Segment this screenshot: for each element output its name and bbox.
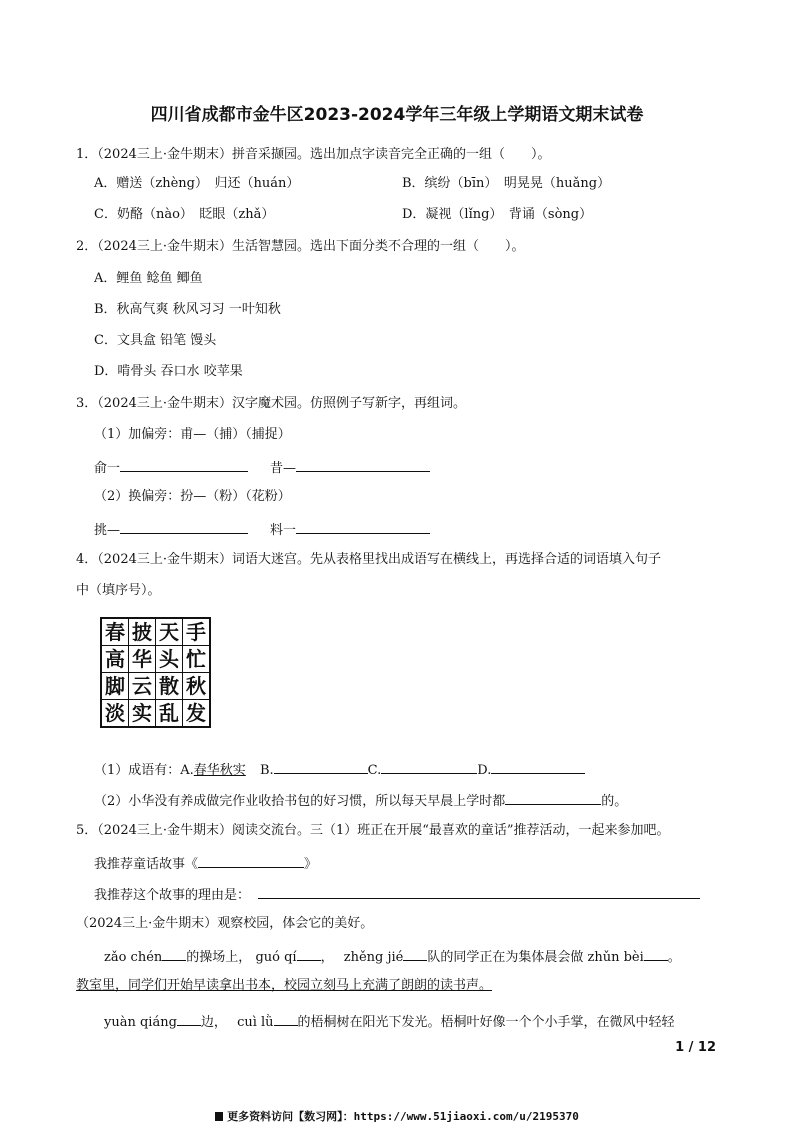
q3-part2-char-b: 料一 [270,523,297,538]
grid-cell: 脚 [101,673,129,700]
idiom-grid [100,617,211,728]
q2-stem: 2．（2024三上·金牛期末）生活智慧园。选出下面分类不合理的一组（ ）。 [76,239,525,254]
grid-cell: 披 [129,618,156,646]
answer-blank[interactable] [491,759,585,774]
answer-blank[interactable] [258,884,700,899]
grid-cell: 华 [129,646,156,673]
q4-sub1 [94,759,585,780]
grid-cell: 忙 [183,646,211,673]
footer [0,1108,794,1124]
answer-blank[interactable] [274,759,368,774]
q1-option-a: A．赠送（zhèng） 归还（huán） [94,176,300,191]
q4-sub2 [94,790,627,811]
q2-option-d: D．啃骨头 吞口水 咬苹果 [94,364,243,379]
q1-stem: 1．（2024三上·金牛期末）拼音采撷园。选出加点字读音完全正确的一组（ ）。 [76,147,551,162]
q6-text: 。 [667,950,681,965]
answer-blank[interactable] [120,519,248,534]
grid-cell: 云 [129,673,156,700]
grid-row [101,673,210,700]
grid-row [101,646,210,673]
pinyin: guó qí [255,950,297,965]
q2-option-c: C．文具盒 铅笔 馒头 [94,333,217,348]
q2-option-a: A．鲤鱼 鲶鱼 鲫鱼 [94,271,203,286]
answer-blank[interactable] [177,1011,201,1026]
answer-blank[interactable] [120,457,248,472]
q4-label-c: C. [367,763,382,778]
q5-line2-prefix: 我推荐这个故事的理由是： [94,888,251,903]
flag-icon [215,1112,223,1121]
answer-blank[interactable] [297,946,321,961]
page-number: 1 / 12 [675,1040,716,1055]
grid-cell: 实 [129,700,156,728]
q2-option-b: B．秋高气爽 秋风习习 一叶知秋 [94,302,281,317]
q6-line1 [104,946,681,967]
grid-row [101,618,210,646]
q3-part1-item-a [94,457,248,478]
q1-option-d: D．凝视（lǐng） 背诵（sòng） [402,207,593,222]
q3-part1-item-b [270,457,430,478]
pinyin: zǎo chén [104,950,163,965]
q4-sub2-suffix: 的。 [601,794,628,809]
q3-part2-item-b [270,519,430,540]
q6-stem: （2024三上·金牛期末）观察校园，体会它的美好。 [76,916,374,931]
q3-part2-char-a: 挑— [94,523,121,538]
q3-part1-char-a: 俞一 [94,461,121,476]
q5-line1-prefix: 我推荐童话故事《 [94,857,199,872]
pinyin: zhěng jié [343,950,404,965]
page-title: 四川省成都市金牛区2023-2024学年三年级上学期语文期末试卷 [150,105,644,125]
q4-stem-line1: 4．（2024三上·金牛期末）词语大迷宫。先从表格里找出成语写在横线上，再选择合适的词语填入句子 [76,552,661,567]
q6-text: ， [320,950,334,965]
q1-option-b: B．缤纷（bīn） 明晃晃（huǎng） [402,176,611,191]
q6-line2: 教室里，同学们开始早读拿出书本，校园立刻马上充满了朗朗的读书声。 [76,978,493,993]
answer-blank[interactable] [274,1011,298,1026]
q4-example-idiom: 春华秋实 [193,763,246,778]
q3-stem: 3．（2024三上·金牛期末）汉字魔术园。仿照例子写新字，再组词。 [76,396,466,411]
q4-label-d: D. [477,763,492,778]
grid-cell: 淡 [101,700,129,728]
grid-cell: 天 [156,618,183,646]
grid-cell: 春 [101,618,129,646]
q4-stem-line2: 中（填序号）。 [76,583,161,598]
grid-cell: 手 [183,618,211,646]
footer-link[interactable]: 更多资料访问【数习网】：https://www.51jiaoxi.com/u/2195370 [227,1110,579,1123]
grid-cell: 发 [183,700,211,728]
q5-stem: 5．（2024三上·金牛期末）阅读交流台。三（1）班正在开展“最喜欢的童话”推荐活动，一起来参加吧。 [76,823,670,838]
grid-cell: 散 [156,673,183,700]
grid-cell: 秋 [183,673,211,700]
q5-line2 [94,884,700,905]
q4-sub2-prefix: （2）小华没有养成做完作业收拾书包的好习惯，所以每天早晨上学时都 [94,794,506,809]
answer-blank[interactable] [403,946,427,961]
grid-row [101,700,210,728]
q5-line1-suffix: 》 [304,857,318,872]
answer-blank[interactable] [296,519,430,534]
q3-part2: （2）换偏旁：扮—（粉）（花粉） [94,489,291,504]
answer-blank[interactable] [505,790,601,805]
q4-sub1-prefix: （1）成语有：A. [94,763,194,778]
grid-cell: 头 [156,646,183,673]
answer-blank[interactable] [296,457,430,472]
q6-text: 边， [200,1015,227,1030]
q6-line3 [104,1011,675,1032]
answer-blank[interactable] [198,853,304,868]
grid-cell: 乱 [156,700,183,728]
pinyin: cuì lǜ [237,1015,274,1030]
pinyin: zhǔn bèi [587,950,644,965]
grid-cell: 高 [101,646,129,673]
q5-line1 [94,853,317,874]
answer-blank[interactable] [644,946,668,961]
q6-text: 的梧桐树在阳光下发光。梧桐叶好像一个个小手掌，在微风中轻轻 [297,1015,675,1030]
answer-blank[interactable] [381,759,477,774]
q3-part1-char-b: 昔— [270,461,297,476]
q3-part2-item-a [94,519,248,540]
q3-part1: （1）加偏旁：甫—（捕）（捕捉） [94,427,291,442]
q6-text: 的操场上， [186,950,252,965]
pinyin: yuàn qiáng [104,1015,177,1030]
q4-label-b: B. [259,763,274,778]
q6-text: 队的同学正在为集体晨会做 [427,950,584,965]
answer-blank[interactable] [162,946,186,961]
q1-option-c: C．奶酪（nào） 眨眼（zhǎ） [94,207,275,222]
